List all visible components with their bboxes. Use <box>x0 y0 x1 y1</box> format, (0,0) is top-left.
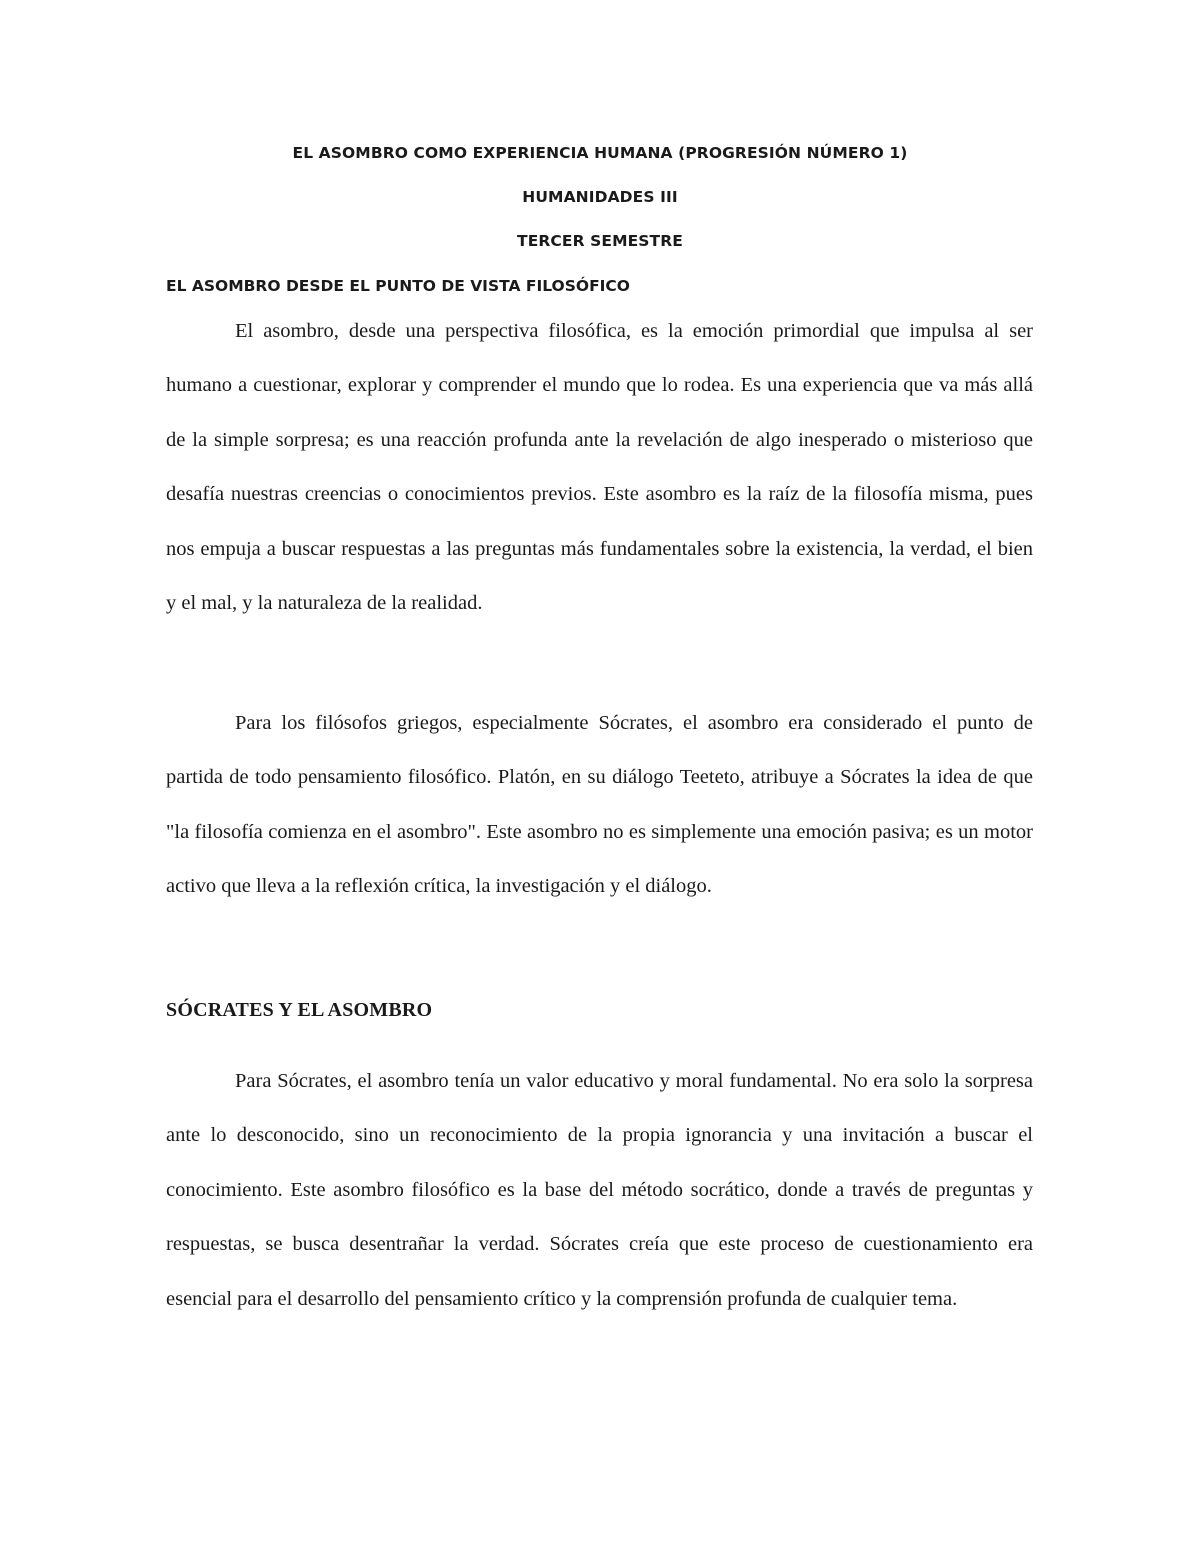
semester-title: TERCER SEMESTRE <box>517 232 683 250</box>
paragraph-filosofos-griegos: Para los filósofos griegos, especialmente Sócrates, el asombro era considerado el punto de partida de todo pensamiento filosófico. Platón, en su diálogo Teeteto, atribuye a Sócrates la idea de que "la filosofía comienza en el asombro". Este asombro no es simplemente una emoción pasiva; es un motor activo que lleva a la reflexión crítica, la investigación y el diálogo. <box>166 712 1033 898</box>
paragraph-asombro-filosofico: El asombro, desde una perspectiva filosófica, es la emoción primordial que impulsa al ser humano a cuestionar, explorar y comprender el mundo que lo rodea. Es una experiencia que va más allá de la simple sorpresa; es una reacción profunda ante la revelación de algo inesperado o misterioso que desafía nuestras creencias o conocimientos previos. Este asombro es la raíz de la filosofía misma, pues nos empuja a buscar respuestas a las preguntas más fundamentales sobre la existencia, la verdad, el bien y el mal, y la naturaleza de la realidad. <box>166 320 1033 615</box>
section-heading-socrates: SÓCRATES Y EL ASOMBRO <box>166 999 433 1021</box>
paragraph-socrates-asombro: Para Sócrates, el asombro tenía un valor educativo y moral fundamental. No era solo la sorpresa ante lo desconocido, sino un reconocimiento de la propia ignorancia y una invitación a buscar el conocimiento. Este asombro filosófico es la base del método socrático, donde a través de preguntas y respuestas, se busca desentrañar la verdad. Sócrates creía que este proceso de cuestionamiento era esencial para el desarrollo del pensamiento crítico y la comprensión profunda de cualquier tema. <box>166 1070 1033 1310</box>
subject-title: HUMANIDADES III <box>522 188 678 206</box>
document-title: EL ASOMBRO COMO EXPERIENCIA HUMANA (PROGRESIÓN NÚMERO 1) <box>292 144 908 162</box>
section-heading-filosofico: EL ASOMBRO DESDE EL PUNTO DE VISTA FILOSÓFICO <box>166 277 630 295</box>
